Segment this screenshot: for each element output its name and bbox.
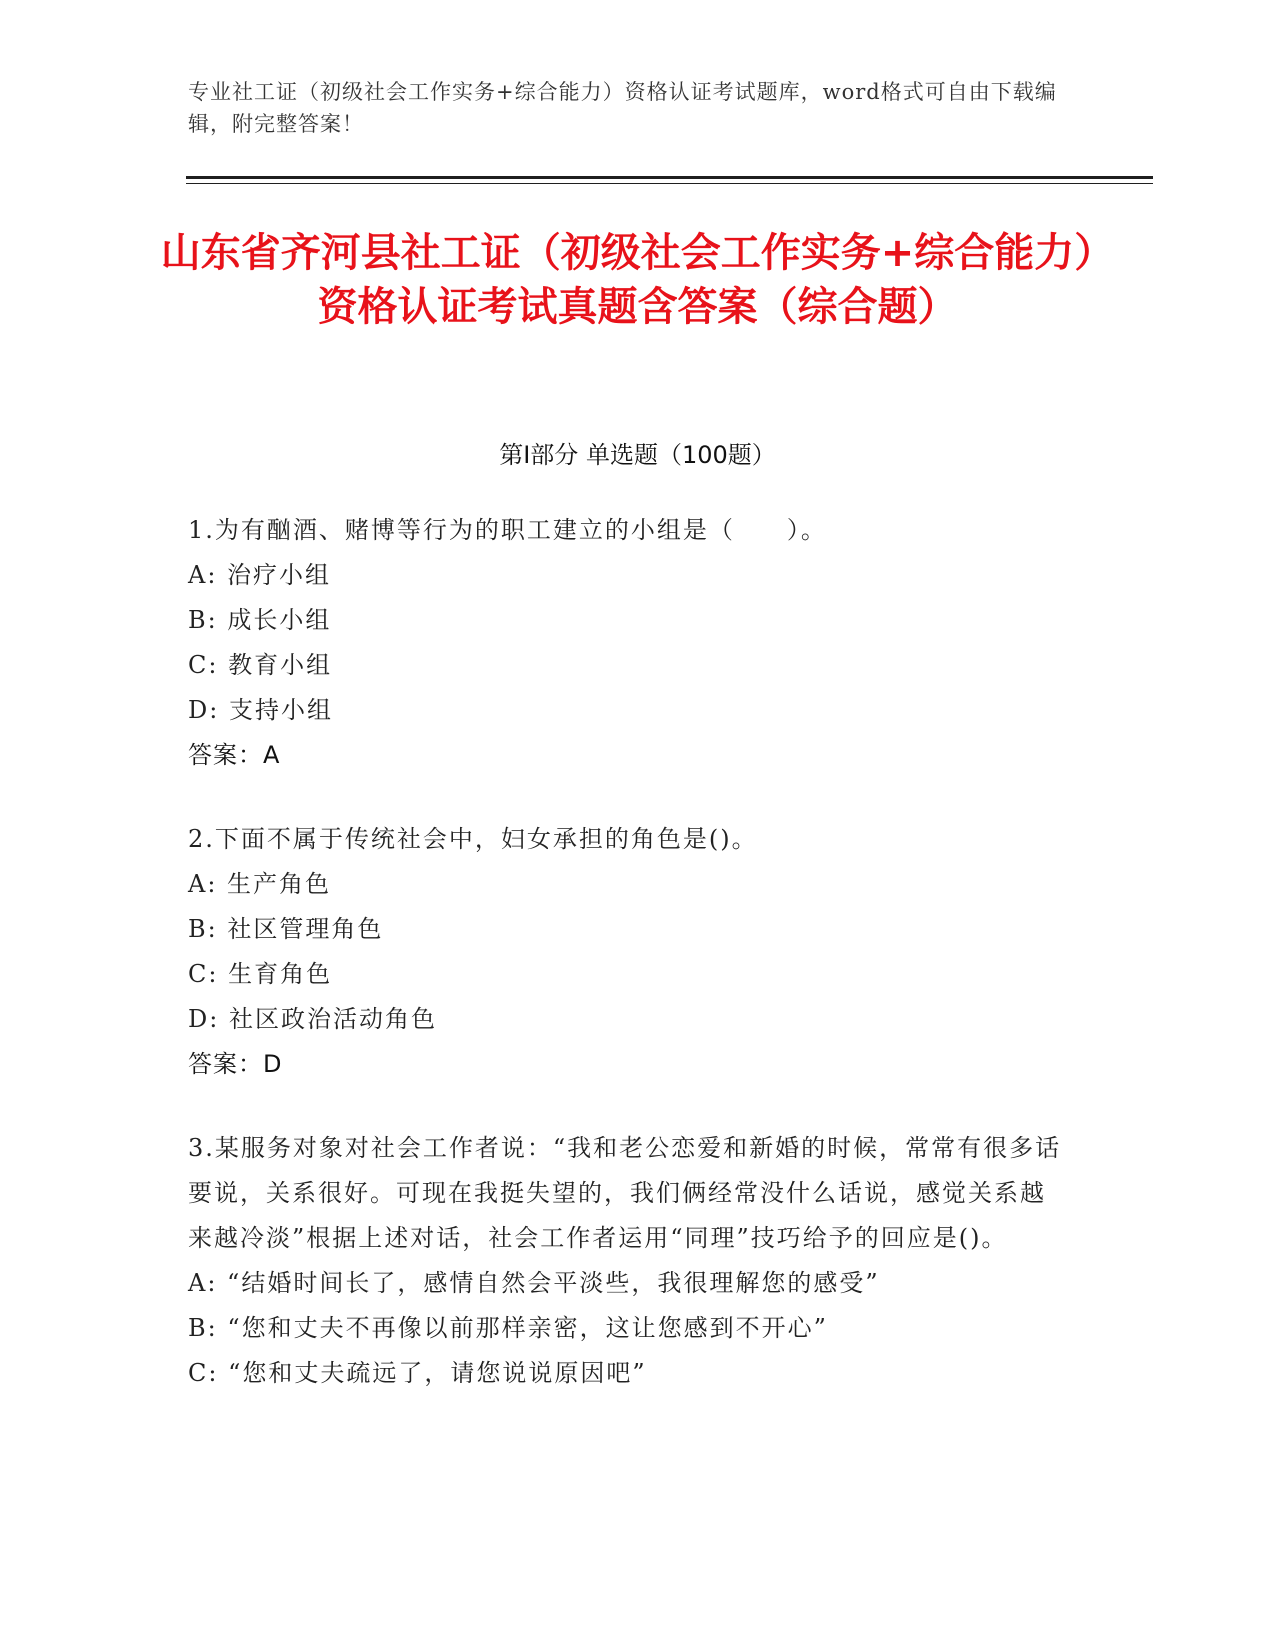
document-title: 山东省齐河县社工证（初级社会工作实务+综合能力）资格认证考试真题含答案（综合题）	[160, 230, 1115, 330]
option-b: B: 社区管理角色	[188, 915, 384, 943]
section-heading: 第I部分 单选题（100题）	[499, 441, 776, 469]
option-c: C: “您和丈夫疏远了，请您说说原因吧”	[188, 1359, 647, 1387]
option-a: A: 治疗小组	[188, 561, 332, 589]
option-b: B: 成长小组	[188, 606, 332, 634]
header-divider-thin	[186, 183, 1153, 184]
question-stem: 2.下面不属于传统社会中，妇女承担的角色是()。	[188, 825, 758, 853]
answer-line: 答案：A	[188, 741, 281, 769]
option-a: A: 生产角色	[188, 870, 332, 898]
question-stem: 1.为有酗酒、赌博等行为的职工建立的小组是（ ）。	[188, 516, 827, 544]
header-divider	[186, 176, 1153, 179]
question-2	[188, 817, 1068, 1087]
answer-line: 答案：D	[188, 1050, 283, 1078]
question-3	[188, 1126, 1068, 1396]
question-stem: 3.某服务对象对社会工作者说：“我和老公恋爱和新婚的时候，常常有很多话要说，关系很好。可现在我挺失望的，我们俩经常没什么话说，感觉关系越来越冷淡”根据上述对话，社会工作者运用“同理”技巧给予的回应是()。	[188, 1134, 1062, 1252]
option-c: C: 教育小组	[188, 651, 333, 679]
option-d: D: 社区政治活动角色	[188, 1005, 437, 1033]
question-1	[188, 508, 1068, 778]
option-c: C: 生育角色	[188, 960, 333, 988]
option-a: A: “结婚时间长了，感情自然会平淡些，我很理解您的感受”	[188, 1269, 880, 1297]
option-b: B: “您和丈夫不再像以前那样亲密，这让您感到不开心”	[188, 1314, 828, 1342]
header-note: 专业社工证（初级社会工作实务+综合能力）资格认证考试题库，word格式可自由下载编辑，附完整答案！	[188, 80, 1057, 136]
option-d: D: 支持小组	[188, 696, 333, 724]
